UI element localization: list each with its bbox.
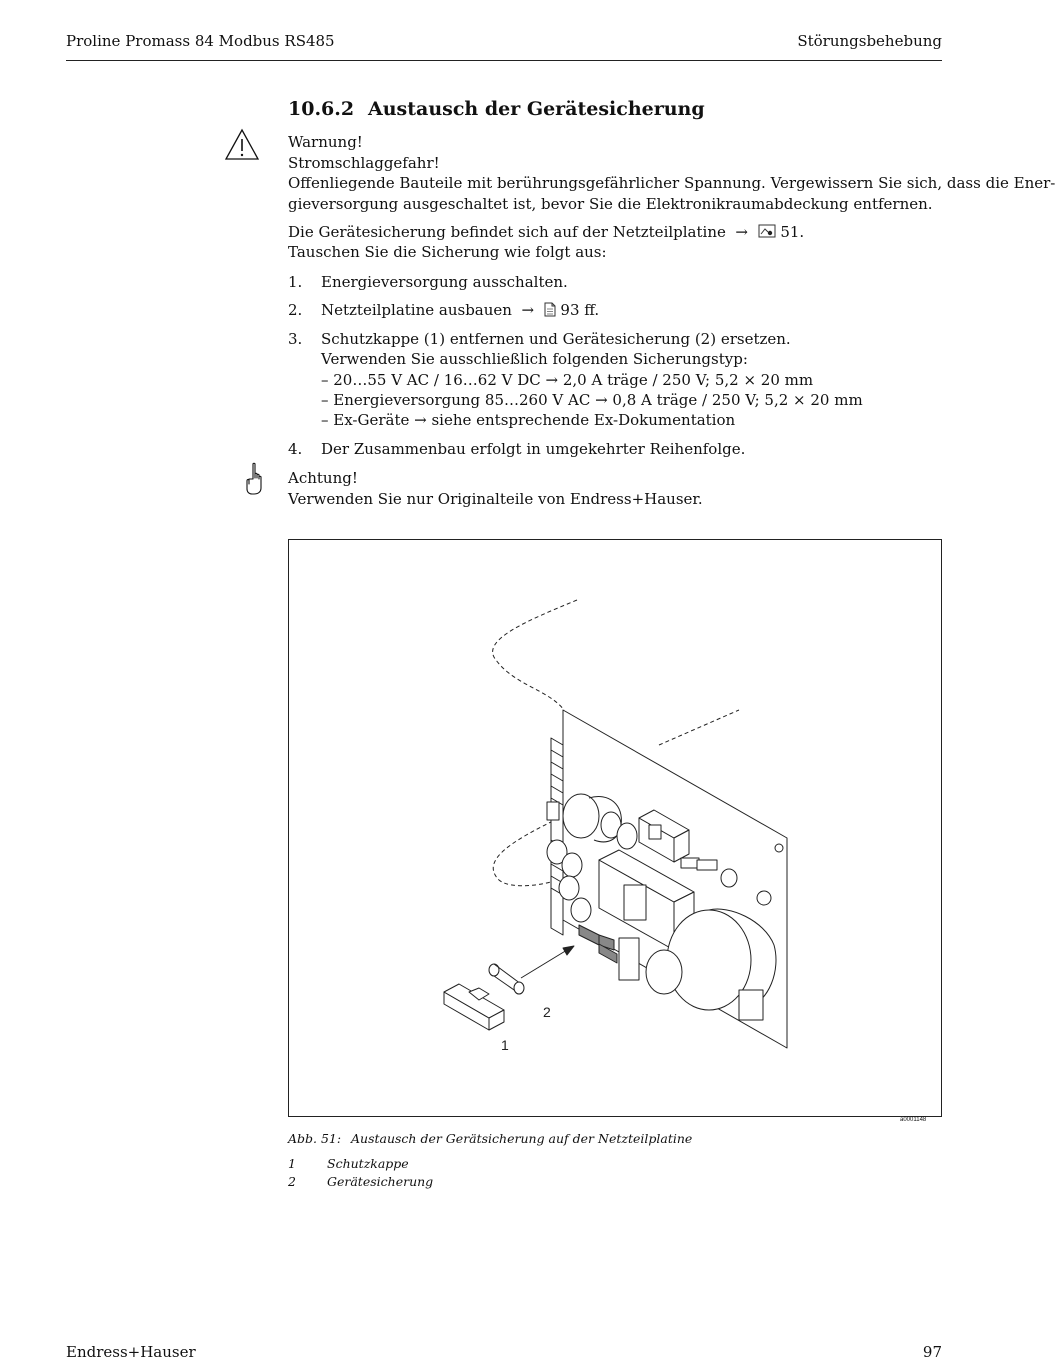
figure-callout-2: 2 — [543, 1004, 551, 1020]
intro-line-2: Tauschen Sie die Sicherung wie folgt aus: — [288, 243, 607, 261]
caution-text: Verwenden Sie nur Originalteile von Endress+Hauser. — [288, 489, 703, 508]
legend-text: Gerätesicherung — [327, 1174, 434, 1189]
caution-block — [288, 468, 703, 509]
arrow-icon: → — [730, 223, 753, 241]
step-number: 4. — [288, 440, 303, 458]
fuse-type-item — [321, 410, 735, 431]
warning-text-line: Offenliegende Bauteile mit berührungsgefährlicher Spannung. Vergewissern Sie sich, dass die Ener- — [288, 174, 1055, 192]
page-reference-icon — [544, 302, 556, 317]
intro-line — [288, 222, 804, 243]
warning-block — [288, 132, 1055, 214]
caption-text: Austausch der Gerätsicherung auf der Netzteilplatine — [351, 1131, 693, 1146]
intro-figure-ref: 51. — [780, 223, 805, 241]
section-number: 10.6.2 — [288, 98, 355, 120]
figure-frame — [288, 539, 942, 1117]
step-text: Der Zusammenbau erfolgt in umgekehrter Reihenfolge. — [321, 440, 746, 458]
fuse-supply: – 20…55 V AC / 16…62 V DC — [321, 371, 541, 389]
section-title: Austausch der Gerätesicherung — [368, 98, 705, 120]
pointing-hand-icon — [244, 462, 266, 496]
figure-callout-1: 1 — [501, 1037, 509, 1053]
figure-reference-icon — [758, 224, 776, 238]
step-1 — [288, 272, 568, 293]
legend-item — [288, 1156, 409, 1171]
fuse-supply: – Ex-Geräte — [321, 411, 410, 429]
warning-text-line: gieversorgung ausgeschaltet ist, bevor Sie die Elektronikraumabdeckung entfernen. — [288, 194, 933, 213]
fuse-spec: siehe entsprechende Ex-Dokumentation — [431, 411, 736, 429]
arrow-icon: → — [540, 371, 563, 389]
step-4 — [288, 439, 746, 460]
fuse-supply: – Energieversorgung 85…260 V AC — [321, 391, 591, 409]
step-3 — [288, 329, 791, 350]
figure-caption — [288, 1131, 692, 1146]
step-2 — [288, 300, 600, 321]
fuse-type-intro: Verwenden Sie ausschließlich folgenden Sicherungstyp: — [321, 350, 748, 368]
step-page-ref: 93 ff. — [560, 301, 600, 319]
step-text: Schutzkappe (1) entfernen und Gerätesicherung (2) ersetzen. — [321, 330, 791, 348]
fuse-spec: 0,8 A träge / 250 V; 5,2 × 20 mm — [612, 391, 863, 409]
step-number: 2. — [288, 301, 303, 319]
step-number: 1. — [288, 273, 303, 291]
power-supply-board-illustration — [289, 540, 941, 1116]
warning-danger: Stromschlaggefahr! — [288, 153, 440, 172]
legend-number: 1 — [288, 1156, 296, 1171]
legend-number: 2 — [288, 1174, 296, 1189]
section-heading — [288, 98, 705, 120]
step-text: Netzteilplatine ausbauen — [321, 301, 512, 319]
caution-label: Achtung! — [288, 469, 358, 487]
step-text: Energieversorgung ausschalten. — [321, 273, 568, 291]
step-number: 3. — [288, 330, 303, 348]
legend-text: Schutzkappe — [327, 1156, 409, 1171]
footer-company: Endress+Hauser — [66, 1343, 196, 1361]
fuse-spec: 2,0 A träge / 250 V; 5,2 × 20 mm — [562, 371, 814, 389]
arrow-icon: → — [590, 391, 613, 409]
arrow-icon: → — [516, 301, 539, 319]
step-text-wrap — [321, 300, 599, 321]
figure-image-id: a0001148 — [900, 1117, 927, 1123]
page-number: 97 — [922, 1343, 942, 1361]
warning-label: Warnung! — [288, 133, 363, 151]
fuse-type-item — [321, 370, 813, 391]
running-header-title: Proline Promass 84 Modbus RS485 — [66, 32, 335, 50]
intro-text: Die Gerätesicherung befindet sich auf der Netzteilplatine — [288, 223, 726, 241]
arrow-icon: → — [409, 411, 432, 429]
fuse-type-item — [321, 390, 863, 411]
running-header-chapter: Störungsbehebung — [797, 32, 942, 50]
header-rule — [66, 60, 942, 61]
legend-item — [288, 1174, 433, 1189]
caption-number: Abb. 51: — [288, 1131, 342, 1146]
warning-triangle-icon — [224, 128, 260, 161]
